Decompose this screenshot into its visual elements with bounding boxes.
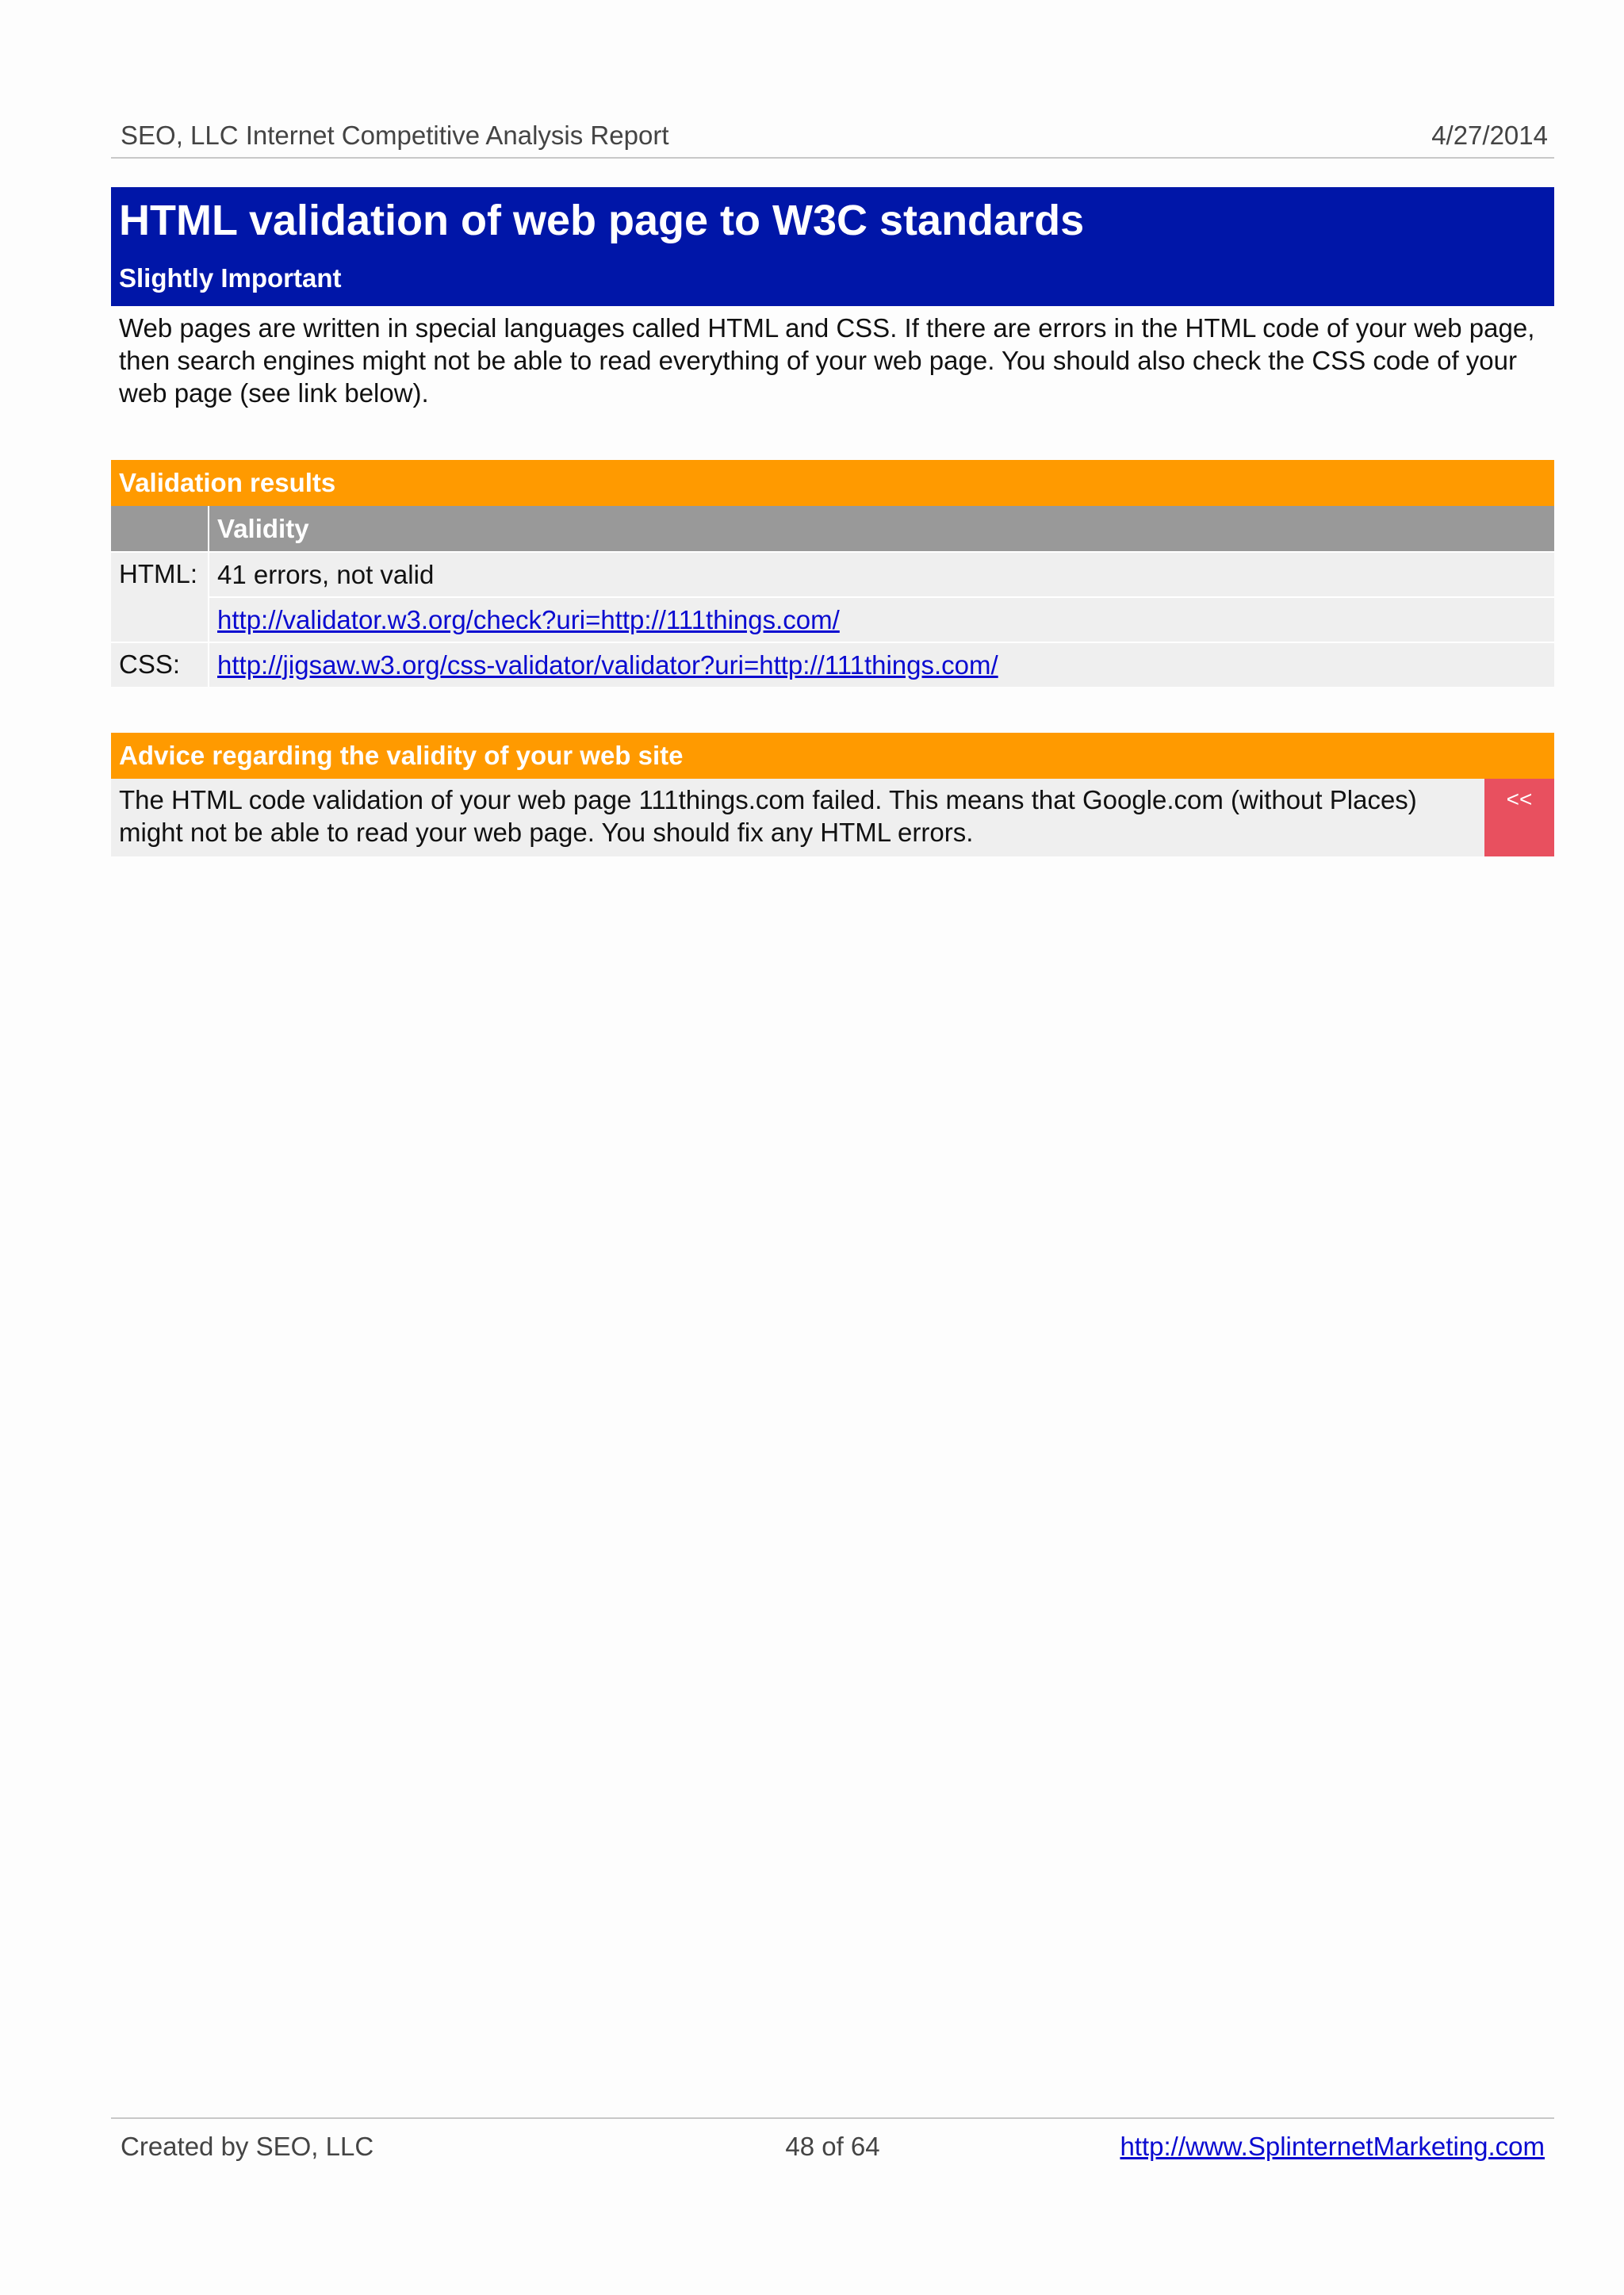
table-row-css — [111, 642, 1554, 687]
advice-text: The HTML code validation of your web page 111things.com failed. This means that Google.com (without Places) might not be able to read your web page. You should fix any HTML errors. — [119, 785, 1417, 847]
advice-heading: Advice regarding the validity of your web site — [111, 733, 1554, 779]
report-title: SEO, LLC Internet Competitive Analysis Report — [121, 121, 669, 150]
table-row-html — [111, 551, 1554, 596]
footer-site-link[interactable]: http://www.SplinternetMarketing.com — [1120, 2132, 1545, 2161]
css-validator-link[interactable]: http://jigsaw.w3.org/css-validator/validator?uri=http://111things.com/ — [217, 649, 998, 680]
footer-created-by: Created by SEO, LLC — [121, 2132, 374, 2161]
collapse-button[interactable]: << — [1484, 779, 1554, 856]
css-link-cell — [209, 642, 1554, 687]
css-row-label: CSS: — [111, 642, 209, 687]
footer-page-number: 48 of 64 — [785, 2132, 880, 2161]
table-header-row — [111, 506, 1554, 551]
section-title-block — [111, 187, 1554, 306]
table-header-validity: Validity — [209, 506, 1554, 551]
intro-paragraph: Web pages are written in special languages called HTML and CSS. If there are errors in the HTML code of your web page, then search engines might not be able to read everything of your web page. You should also check the CSS code of your web page (see link below). — [119, 313, 1535, 408]
report-date: 4/27/2014 — [1431, 121, 1548, 150]
table-row-html-link — [111, 596, 1554, 642]
html-status: 41 errors, not valid — [209, 551, 1554, 596]
html-link-cell — [209, 596, 1554, 642]
page-footer — [111, 2117, 1554, 2167]
validation-results-heading: Validation results — [111, 460, 1554, 506]
importance-label: Slightly Important — [119, 263, 342, 293]
html-validator-link[interactable]: http://validator.w3.org/check?uri=http://111things.com/ — [217, 604, 840, 634]
table-header-empty — [111, 506, 209, 551]
advice-row — [111, 779, 1554, 856]
html-row-label: HTML: — [111, 551, 209, 642]
section-title: HTML validation of web page to W3C standards — [119, 197, 1085, 244]
validation-results-table — [111, 506, 1554, 687]
page-header — [111, 116, 1554, 159]
